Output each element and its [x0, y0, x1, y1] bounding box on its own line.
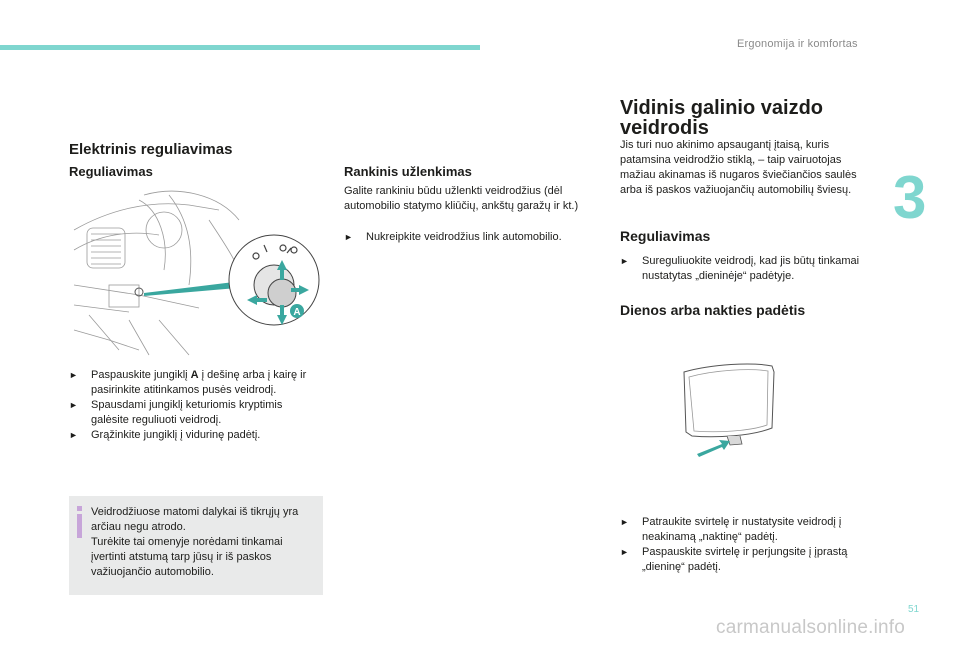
right-title: Vidinis galinio vaizdo veidrodis	[620, 97, 823, 139]
rearview-mirror-illustration	[672, 358, 782, 458]
right-subtitle-day-night: Dienos arba nakties padėtis	[620, 302, 806, 318]
middle-title: Rankinis užlenkimas	[344, 164, 472, 179]
right-day-night-list	[620, 515, 870, 575]
list-item: ► Grąžinkite jungiklį į vidurinę padėtį.	[69, 429, 261, 441]
header-accent-bar	[0, 45, 480, 50]
chapter-number: 3	[893, 164, 927, 231]
watermark: carmanualsonline.info	[716, 617, 906, 638]
bullet-arrow-icon: ►	[69, 430, 78, 440]
page-number: 51	[908, 604, 920, 615]
bullet-arrow-icon: ►	[344, 232, 353, 242]
list-item: ► Paspauskite svirtelę ir perjungsite į įprastą „dieninę“ padėtį.	[620, 546, 848, 573]
left-bullet-list	[69, 368, 319, 443]
list-item: ► Paspauskite jungiklį A į dešinę arba į kairę ir pasirinkite atitinkamos pusės veidrodį.	[69, 369, 307, 396]
info-icon	[77, 506, 82, 538]
info-note	[69, 496, 323, 595]
left-subtitle: Reguliavimas	[69, 164, 153, 179]
section-header: Ergonomija ir komfortas	[737, 38, 858, 50]
right-intro: Jis turi nuo akinimo apsaugantį įtaisą, kuris patamsina veidrodžio stiklą, – taip vairuotojas mažiau akinamas iš nugaros šviečiančios saulės arba iš paskos važiuojančių automobilių šviesų.	[620, 139, 857, 196]
middle-bullet-list	[344, 230, 594, 245]
bullet-arrow-icon: ►	[620, 517, 629, 527]
list-item: ► Sureguliuokite veidrodį, kad jis būtų tinkamai nustatytas „dieninėje“ padėtyje.	[620, 255, 860, 282]
right-subtitle-adjust: Reguliavimas	[620, 228, 711, 244]
list-item: ► Patraukite svirtelę ir nustatysite veidrodį į neakinamą „naktinę“ padėtį.	[620, 516, 842, 543]
mirror-switch-illustration	[69, 190, 321, 357]
bullet-arrow-icon: ►	[69, 400, 78, 410]
bullet-arrow-icon: ►	[69, 370, 78, 380]
note-text: Veidrodžiuose matomi dalykai iš tikrųjų yra arčiau negu atrodo. Turėkite tai omenyje norėdami tinkamai įvertinti atstumą tarp jūsų ir iš paskos važiuojančio automobilio.	[91, 506, 299, 578]
left-title: Elektrinis reguliavimas	[69, 141, 233, 158]
bullet-arrow-icon: ►	[620, 256, 629, 266]
bullet-arrow-icon: ►	[620, 547, 629, 557]
callout-a-label: A	[293, 307, 301, 318]
middle-body: Galite rankiniu būdu užlenkti veidrodžius (dėl automobilio statymo kliūčių, ankštų garažų ir kt.)	[344, 185, 579, 212]
list-item: ► Nukreipkite veidrodžius link automobilio.	[344, 231, 562, 243]
list-item: ► Spausdami jungiklį keturiomis kryptimis galėsite reguliuoti veidrodį.	[69, 399, 283, 426]
right-adjust-list	[620, 254, 870, 284]
